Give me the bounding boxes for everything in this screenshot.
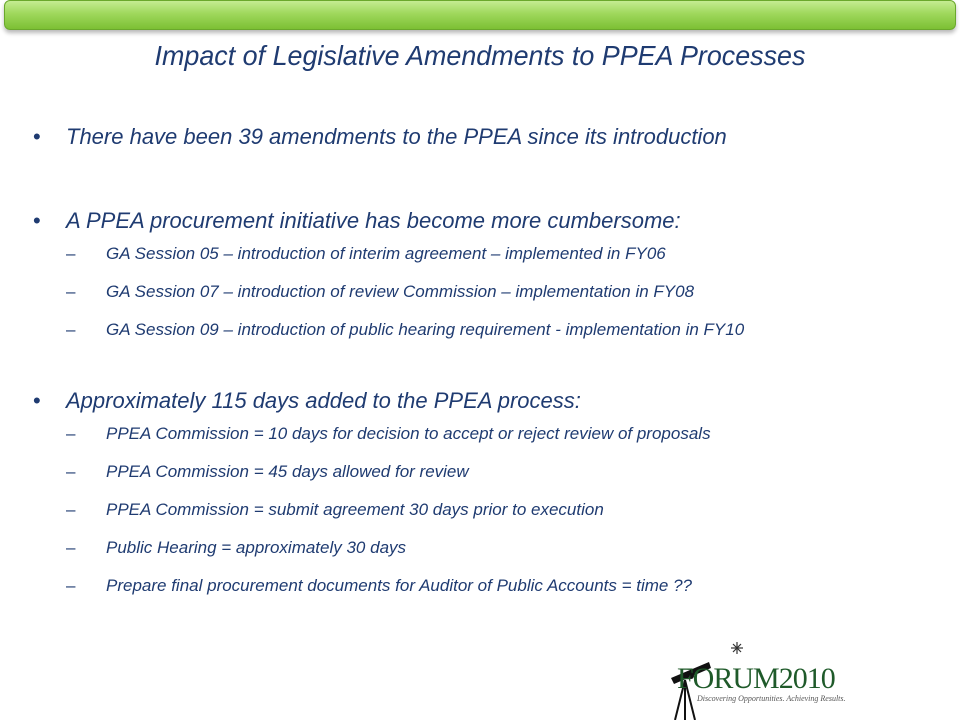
bullet-icon: • bbox=[33, 124, 41, 149]
sub-bullet-text: PPEA Commission = 45 days allowed for review bbox=[106, 462, 469, 481]
dash-icon: – bbox=[66, 462, 76, 481]
bullet-item bbox=[30, 120, 940, 154]
sub-bullet-text: PPEA Commission = 10 days for decision to accept or reject review of proposals bbox=[106, 424, 711, 443]
logo-wordmark: FORUM2010 bbox=[677, 662, 835, 695]
sub-bullet-item bbox=[30, 318, 940, 342]
slide-content bbox=[30, 120, 940, 598]
logo-tagline: Discovering Opportunities. Achieving Results. bbox=[697, 694, 846, 703]
sub-bullet-item bbox=[30, 498, 940, 522]
sub-bullet-text: GA Session 09 – introduction of public hearing requirement - implementation in FY10 bbox=[106, 320, 745, 339]
dash-icon: – bbox=[66, 500, 76, 519]
bullet-text: Approximately 115 days added to the PPEA process: bbox=[66, 388, 581, 413]
dash-icon: – bbox=[66, 424, 76, 443]
dash-icon: – bbox=[66, 538, 76, 557]
bullet-text: A PPEA procurement initiative has become more cumbersome: bbox=[66, 208, 681, 233]
dash-icon: – bbox=[66, 282, 76, 301]
bullet-icon: • bbox=[33, 388, 41, 413]
bullet-text: There have been 39 amendments to the PPEA since its introduction bbox=[66, 124, 727, 149]
bullet-icon: • bbox=[33, 208, 41, 233]
sub-bullet-item bbox=[30, 280, 940, 304]
dash-icon: – bbox=[66, 244, 76, 263]
dash-icon: – bbox=[66, 576, 76, 595]
sub-bullet-text: PPEA Commission = submit agreement 30 days prior to execution bbox=[106, 500, 604, 519]
sub-bullet-item bbox=[30, 422, 940, 446]
header-accent-bar bbox=[4, 0, 956, 30]
sub-bullet-item bbox=[30, 242, 940, 266]
forum-2010-logo bbox=[663, 640, 846, 720]
sub-bullet-text: Prepare final procurement documents for Auditor of Public Accounts = time ?? bbox=[106, 576, 693, 595]
sub-bullet-text: GA Session 07 – introduction of review Commission – implementation in FY08 bbox=[106, 282, 695, 301]
sub-bullet-item bbox=[30, 536, 940, 560]
sub-bullet-text: GA Session 05 – introduction of interim agreement – implemented in FY06 bbox=[106, 244, 666, 263]
sub-bullet-text: Public Hearing = approximately 30 days bbox=[106, 538, 407, 557]
bullet-item bbox=[30, 384, 940, 418]
bullet-item bbox=[30, 204, 940, 238]
sub-bullet-item bbox=[30, 460, 940, 484]
sub-bullet-item bbox=[30, 574, 940, 598]
dash-icon: – bbox=[66, 320, 76, 339]
slide-title: Impact of Legislative Amendments to PPEA Processes bbox=[154, 40, 806, 71]
